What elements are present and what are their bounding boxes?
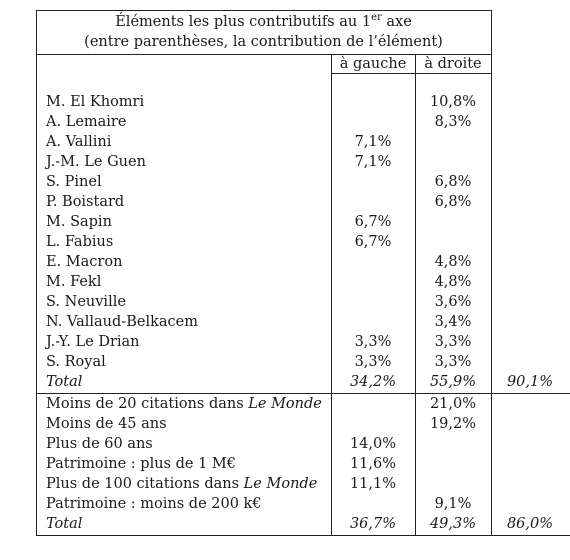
value-right: 3,3% — [434, 354, 472, 370]
value-right: 4,8% — [434, 274, 472, 290]
row-name: M. Sapin — [46, 214, 112, 230]
table-title — [36, 13, 491, 32]
value-left: 3,3% — [354, 334, 392, 350]
total-sum: 86,0% — [506, 516, 554, 532]
row-name: A. Vallini — [46, 134, 112, 150]
row-name: S. Neuville — [46, 294, 126, 310]
col-divider-3 — [491, 54, 492, 536]
row-name: L. Fabius — [46, 234, 114, 250]
row-name: S. Pinel — [46, 174, 102, 190]
row-label — [46, 415, 167, 433]
row-label-text: Plus de 60 ans — [46, 436, 153, 452]
value-right: 10,8% — [429, 94, 477, 110]
row-name: S. Royal — [46, 354, 106, 370]
row-label — [46, 495, 262, 513]
row-name: M. El Khomri — [46, 94, 145, 110]
row-name: N. Vallaud-Belkacem — [46, 314, 198, 330]
value-right: 4,8% — [434, 254, 472, 270]
value-right: 19,2% — [429, 416, 477, 432]
right-border-top — [491, 10, 492, 55]
row-name: A. Lemaire — [46, 114, 127, 130]
total-left: 36,7% — [349, 516, 397, 532]
left-border — [36, 54, 37, 536]
value-left: 11,6% — [349, 456, 397, 472]
row-name: M. Fekl — [46, 274, 102, 290]
value-right: 8,3% — [434, 114, 472, 130]
value-left: 14,0% — [349, 436, 397, 452]
row-name: E. Macron — [46, 254, 123, 270]
newspaper-name: Le Monde — [243, 476, 318, 492]
row-label-text: Moins de 20 citations dans — [46, 396, 249, 412]
title-superscript: er — [371, 12, 382, 24]
value-right: 3,4% — [434, 314, 472, 330]
value-right: 6,8% — [434, 194, 472, 210]
value-right: 9,1% — [434, 496, 472, 512]
row-label-text: Plus de 100 citations dans — [46, 476, 244, 492]
table-subtitle: (entre parenthèses, la contribution de l’élément) — [84, 34, 443, 50]
row-name: P. Boistard — [46, 194, 125, 210]
row-label — [46, 455, 236, 473]
newspaper-name: Le Monde — [248, 396, 322, 412]
total-sum: 90,1% — [506, 374, 554, 390]
title-text: Éléments les plus contributifs au 1 — [115, 14, 372, 30]
value-right: 21,0% — [429, 396, 477, 412]
value-left: 6,7% — [354, 214, 392, 230]
section-divider — [36, 393, 570, 394]
value-left: 7,1% — [354, 154, 392, 170]
value-right: 6,8% — [434, 174, 472, 190]
row-label-text: Patrimoine : plus de 1 M€ — [46, 456, 236, 472]
value-right: 3,3% — [434, 334, 472, 350]
value-left: 7,1% — [354, 134, 392, 150]
row-name: J.-M. Le Guen — [46, 154, 146, 170]
total-label: Total — [46, 374, 83, 390]
top-border — [36, 10, 492, 11]
total-label: Total — [46, 516, 83, 532]
row-label-text: Patrimoine : moins de 200 k€ — [46, 496, 262, 512]
row-name: J.-Y. Le Drian — [46, 334, 140, 350]
row-label-text: Moins de 45 ans — [46, 416, 167, 432]
column-header-left: à gauche — [339, 56, 407, 72]
row-label — [46, 475, 317, 493]
value-left: 6,7% — [354, 234, 392, 250]
total-left: 34,2% — [349, 374, 397, 390]
row-label — [46, 395, 322, 413]
title-suffix: axe — [381, 14, 412, 30]
value-left: 3,3% — [354, 354, 392, 370]
subheader-border — [331, 73, 492, 74]
total-right: 49,3% — [429, 516, 477, 532]
value-left: 11,1% — [349, 476, 397, 492]
value-right: 3,6% — [434, 294, 472, 310]
bottom-border — [36, 535, 570, 536]
total-right: 55,9% — [429, 374, 477, 390]
row-label — [46, 435, 153, 453]
column-header-right: à droite — [424, 56, 482, 72]
